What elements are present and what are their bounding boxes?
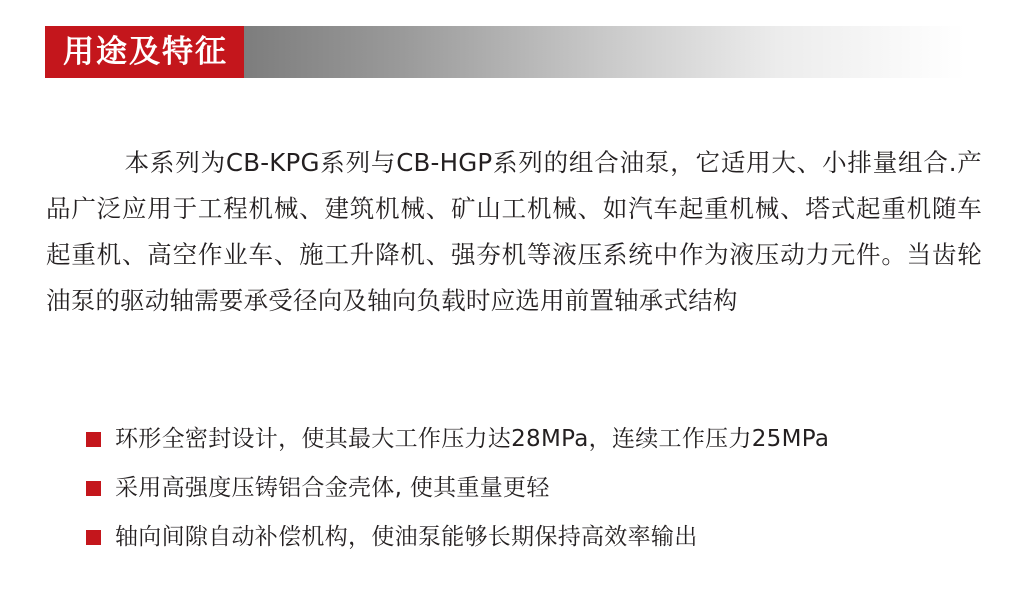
list-item-label: 轴向间隙自动补偿机构，使油泵能够长期保持高效率输出 [115,524,698,550]
header-gradient-bar [244,26,965,78]
list-item-label: 采用高强度压铸铝合金壳体, 使其重量更轻 [115,475,550,501]
square-bullet-icon [86,432,101,447]
section-header-band [45,26,965,78]
intro-paragraph [46,140,982,324]
paragraph-text: 本系列为CB-KPG系列与CB-HGP系列的组合油泵，它适用大、小排量组合.产品广泛应用于工程机械、建筑机械、矿山工机械、如汽车起重机械、塔式起重机随车起重机、高空作业车、施工升降机、强夯机等液压系统中作为液压动力元件。当齿轮油泵的驱动轴需要承受径向及轴向负载时应选用前置轴承式结构 [46,148,982,315]
list-item-label: 环形全密封设计，使其最大工作压力达28MPa，连续工作压力25MPa [115,426,830,452]
list-item [86,424,966,455]
feature-bullet-list [86,424,966,571]
list-item [86,473,966,504]
section-title: 用途及特征 [45,26,244,78]
list-item [86,522,966,553]
square-bullet-icon [86,530,101,545]
square-bullet-icon [86,481,101,496]
